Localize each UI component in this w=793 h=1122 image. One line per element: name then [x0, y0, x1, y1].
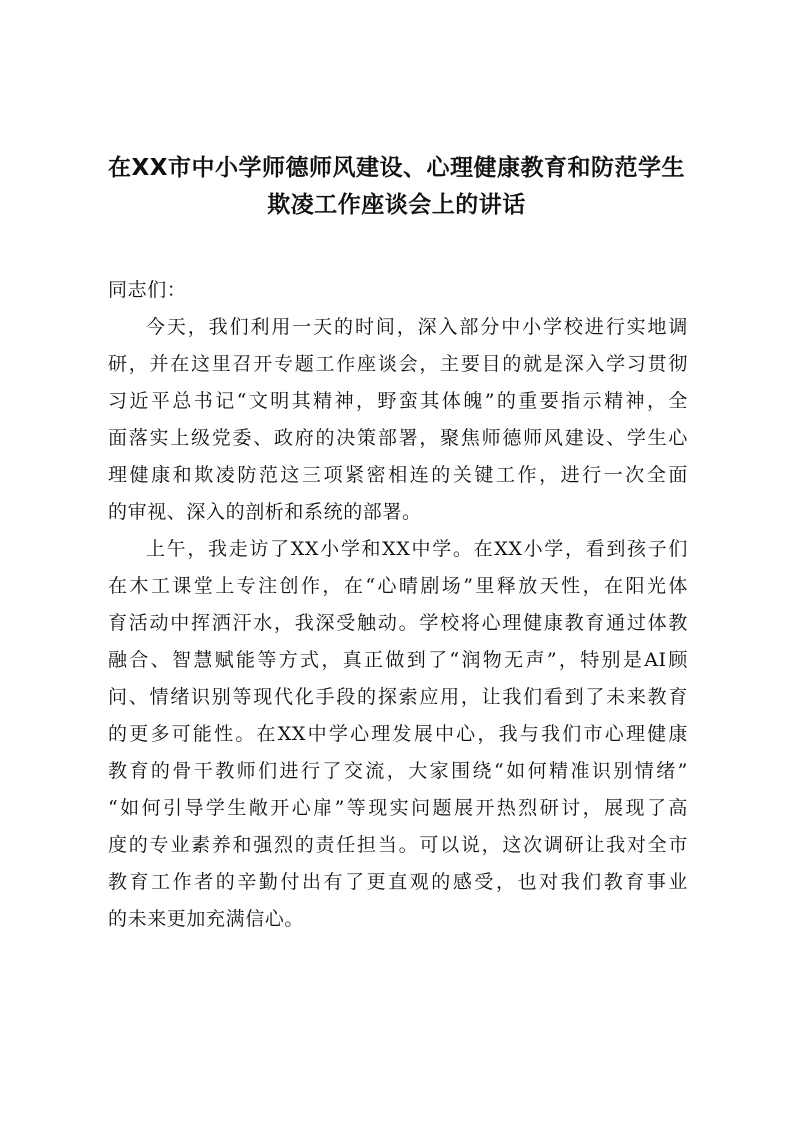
paragraph-1 [108, 309, 688, 531]
paragraph-line: 问、情绪识别等现代化手段的探索应用，让我们看到了未来教育 [108, 686, 688, 708]
document-title-line-2: 欺凌工作座谈会上的讲话 [267, 192, 526, 218]
paragraph-line: 理健康和欺凌防范这三项紧密相连的关键工作，进行一次全面 [108, 464, 688, 486]
paragraph-line: 教育的骨干教师们进行了交流，大家围绕“如何精准识别情绪” [108, 760, 688, 782]
document-body [108, 272, 688, 938]
paragraph-line: 育活动中挥洒汗水，我深受触动。学校将心理健康教育通过体教 [108, 612, 688, 634]
paragraph-line: 研，并在这里召开专题工作座谈会，主要目的就是深入学习贯彻 [108, 353, 688, 375]
paragraph-line: 的更多可能性。在XX中学心理发展中心，我与我们市心理健康 [108, 723, 688, 745]
paragraph-line: 融合、智慧赋能等方式，真正做到了“润物无声”，特别是AI顾 [108, 649, 688, 671]
paragraph-line: 的审视、深入的剖析和系统的部署。 [108, 501, 422, 523]
paragraph-line: 的未来更加充满信心。 [108, 908, 305, 930]
document-title-line-1: 在XX市中小学师德师风建设、心理健康教育和防范学生 [108, 155, 685, 181]
paragraph-line: “如何引导学生敞开心扉”等现实问题展开热烈研讨，展现了高 [108, 797, 688, 819]
paragraph-line: 在木工课堂上专注创作，在“心晴剧场”里释放天性，在阳光体 [108, 575, 688, 597]
paragraph-line: 教育工作者的辛勤付出有了更直观的感受，也对我们教育事业 [108, 871, 688, 893]
paragraph-line: 面落实上级党委、政府的决策部署，聚焦师德师风建设、学生心 [108, 427, 688, 449]
paragraph-line: 习近平总书记“文明其精神，野蛮其体魄”的重要指示精神，全 [108, 390, 688, 412]
paragraph-line: 度的专业素养和强烈的责任担当。可以说，这次调研让我对全市 [108, 834, 688, 856]
paragraph-line: 今天，我们利用一天的时间，深入部分中小学校进行实地调 [146, 316, 688, 338]
salutation: 同志们： [108, 279, 187, 301]
paragraph-line: 上午，我走访了XX小学和XX中学。在XX小学，看到孩子们 [146, 538, 688, 560]
paragraph-2 [108, 531, 688, 938]
